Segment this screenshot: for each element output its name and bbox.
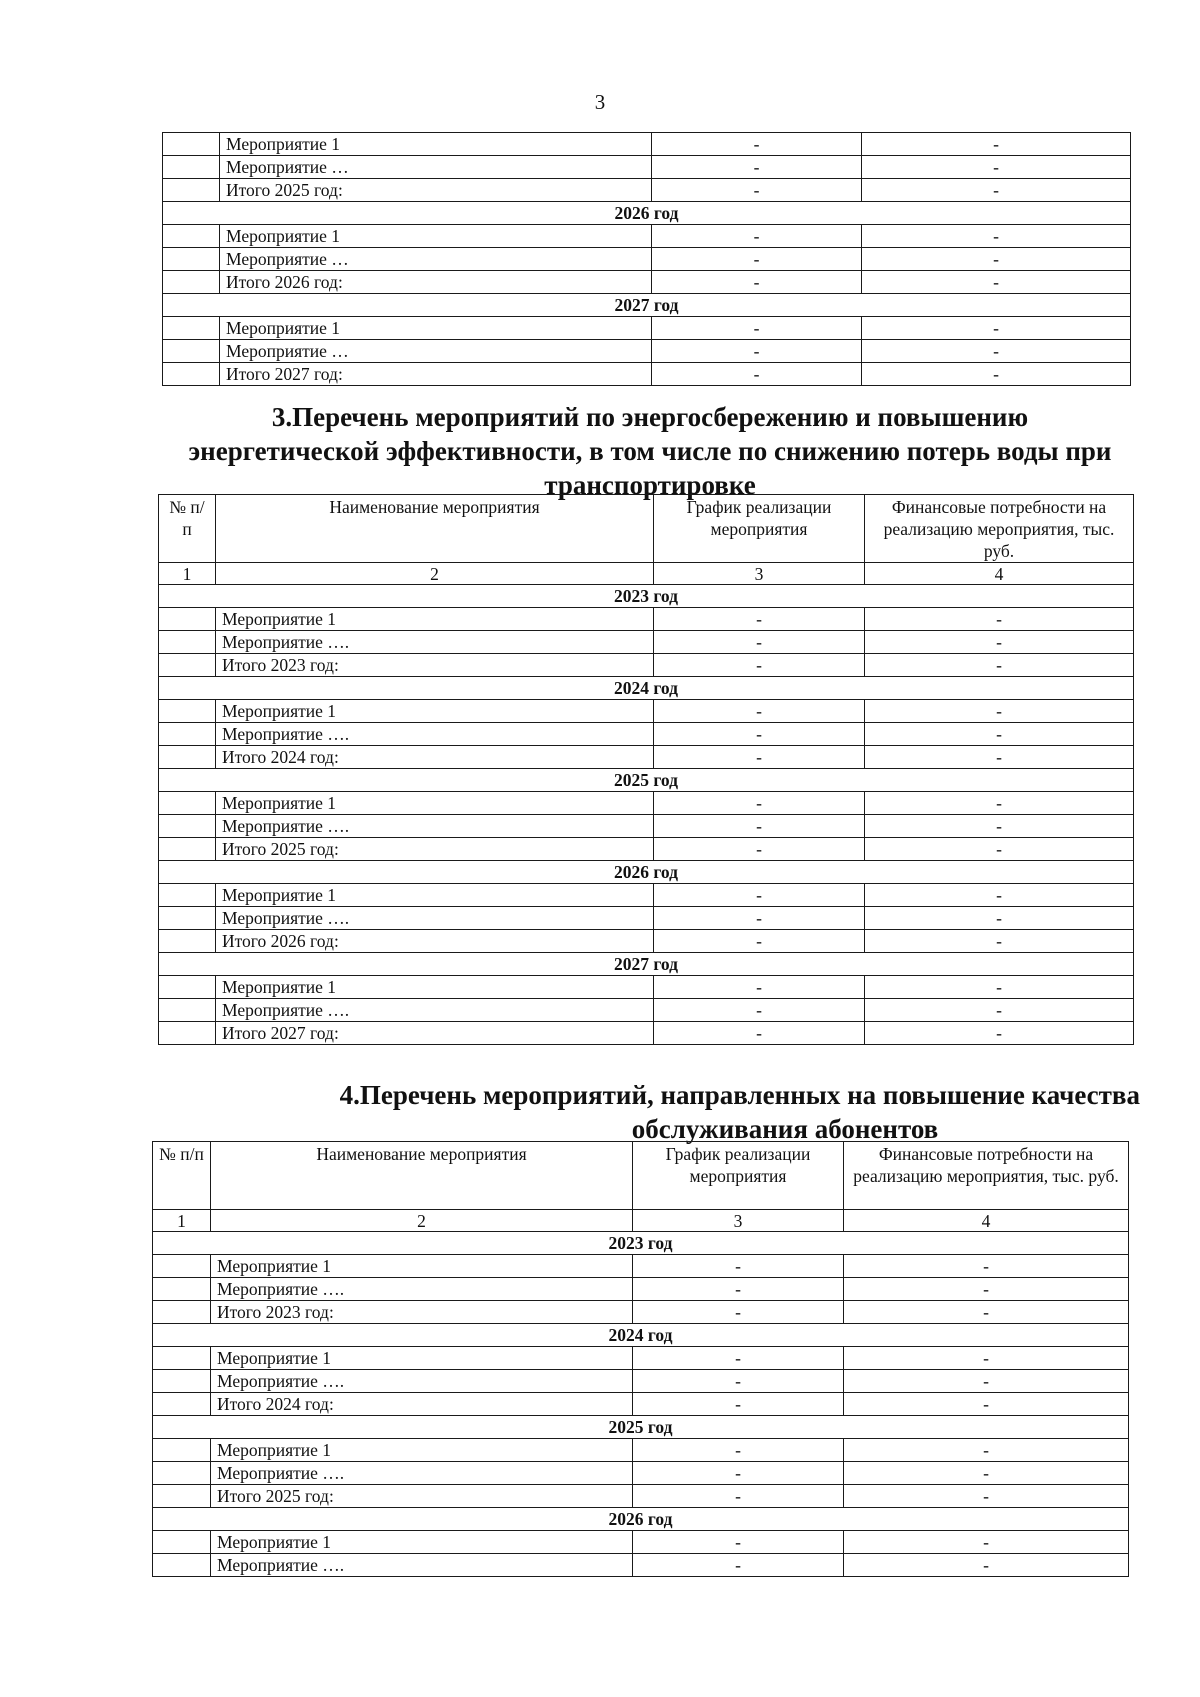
row-number-cell bbox=[153, 1347, 211, 1370]
table-row bbox=[159, 1022, 1134, 1045]
schedule-cell: - bbox=[654, 631, 865, 654]
event-name-cell: Мероприятие 1 bbox=[220, 133, 652, 156]
column-index-row bbox=[159, 563, 1134, 585]
row-number-cell bbox=[159, 631, 216, 654]
section-4-title-line-1: 4.Перечень мероприятий, направленных на повышение качества bbox=[339, 1080, 1140, 1110]
event-name-cell: Мероприятие 1 bbox=[220, 317, 652, 340]
schedule-cell: - bbox=[654, 1022, 865, 1045]
event-name-cell: Итого 2024 год: bbox=[211, 1393, 633, 1416]
row-number-cell bbox=[159, 746, 216, 769]
finance-cell: - bbox=[862, 179, 1131, 202]
event-name-cell: Мероприятие …. bbox=[216, 723, 654, 746]
finance-cell: - bbox=[844, 1554, 1129, 1577]
column-index: 1 bbox=[159, 563, 216, 585]
header-finance: Финансовые потребности на реализацию мероприятия, тыс. руб. bbox=[865, 495, 1134, 563]
event-name-cell: Итого 2026 год: bbox=[220, 271, 652, 294]
finance-cell: - bbox=[865, 631, 1134, 654]
table-row bbox=[153, 1485, 1129, 1508]
table-row bbox=[159, 815, 1134, 838]
table-row bbox=[159, 608, 1134, 631]
table-body bbox=[159, 585, 1134, 1045]
header-name: Наименование мероприятия bbox=[216, 495, 654, 563]
schedule-cell: - bbox=[633, 1554, 844, 1577]
schedule-cell: - bbox=[633, 1255, 844, 1278]
row-number-cell bbox=[159, 654, 216, 677]
table-row bbox=[159, 723, 1134, 746]
finance-cell: - bbox=[862, 248, 1131, 271]
page-number: 3 bbox=[594, 90, 606, 114]
finance-cell: - bbox=[865, 723, 1134, 746]
row-number-cell bbox=[163, 156, 220, 179]
year-heading: 2024 год bbox=[159, 677, 1134, 700]
finance-cell: - bbox=[844, 1347, 1129, 1370]
row-number-cell bbox=[153, 1255, 211, 1278]
row-number-cell bbox=[163, 317, 220, 340]
event-name-cell: Мероприятие 1 bbox=[220, 225, 652, 248]
schedule-cell: - bbox=[652, 156, 862, 179]
event-name-cell: Итого 2023 год: bbox=[211, 1301, 633, 1324]
table-row bbox=[163, 340, 1131, 363]
schedule-cell: - bbox=[633, 1278, 844, 1301]
finance-cell: - bbox=[844, 1301, 1129, 1324]
table-row bbox=[163, 133, 1131, 156]
schedule-cell: - bbox=[633, 1485, 844, 1508]
header-row bbox=[159, 495, 1134, 563]
schedule-cell: - bbox=[654, 700, 865, 723]
year-row bbox=[159, 677, 1134, 700]
table-header bbox=[159, 495, 1134, 585]
finance-cell: - bbox=[865, 608, 1134, 631]
finance-cell: - bbox=[865, 999, 1134, 1022]
header-schedule: График реализации мероприятия bbox=[654, 495, 865, 563]
table-row bbox=[153, 1554, 1129, 1577]
year-row bbox=[163, 294, 1131, 317]
table-row bbox=[159, 700, 1134, 723]
table-row bbox=[153, 1347, 1129, 1370]
table-row bbox=[159, 907, 1134, 930]
header-num: № п/п bbox=[153, 1142, 211, 1210]
table-row bbox=[159, 654, 1134, 677]
schedule-cell: - bbox=[652, 317, 862, 340]
finance-cell: - bbox=[862, 133, 1131, 156]
row-number-cell bbox=[153, 1393, 211, 1416]
year-row bbox=[153, 1508, 1129, 1531]
event-name-cell: Мероприятие 1 bbox=[216, 884, 654, 907]
column-index: 3 bbox=[633, 1210, 844, 1232]
schedule-cell: - bbox=[633, 1393, 844, 1416]
event-name-cell: Итого 2025 год: bbox=[211, 1485, 633, 1508]
table-row bbox=[153, 1531, 1129, 1554]
year-heading: 2026 год bbox=[159, 861, 1134, 884]
row-number-cell bbox=[163, 340, 220, 363]
table-row bbox=[153, 1255, 1129, 1278]
row-number-cell bbox=[153, 1485, 211, 1508]
finance-cell: - bbox=[844, 1393, 1129, 1416]
finance-cell: - bbox=[865, 746, 1134, 769]
finance-cell: - bbox=[862, 363, 1131, 386]
finance-cell: - bbox=[865, 815, 1134, 838]
table-row bbox=[153, 1439, 1129, 1462]
row-number-cell bbox=[163, 271, 220, 294]
column-index: 2 bbox=[216, 563, 654, 585]
schedule-cell: - bbox=[654, 838, 865, 861]
row-number-cell bbox=[159, 930, 216, 953]
year-heading: 2023 год bbox=[159, 585, 1134, 608]
year-row bbox=[159, 953, 1134, 976]
schedule-cell: - bbox=[633, 1531, 844, 1554]
year-heading: 2027 год bbox=[159, 953, 1134, 976]
row-number-cell bbox=[159, 976, 216, 999]
column-index: 4 bbox=[844, 1210, 1129, 1232]
schedule-cell: - bbox=[654, 792, 865, 815]
finance-cell: - bbox=[865, 700, 1134, 723]
finance-cell: - bbox=[865, 792, 1134, 815]
event-name-cell: Мероприятие …. bbox=[211, 1370, 633, 1393]
year-heading: 2023 год bbox=[153, 1232, 1129, 1255]
schedule-cell: - bbox=[652, 225, 862, 248]
table-row bbox=[163, 225, 1131, 248]
finance-cell: - bbox=[865, 654, 1134, 677]
schedule-cell: - bbox=[654, 746, 865, 769]
row-number-cell bbox=[153, 1301, 211, 1324]
event-name-cell: Итого 2025 год: bbox=[220, 179, 652, 202]
row-number-cell bbox=[153, 1439, 211, 1462]
table-row bbox=[159, 631, 1134, 654]
finance-cell: - bbox=[865, 1022, 1134, 1045]
row-number-cell bbox=[159, 815, 216, 838]
schedule-cell: - bbox=[654, 999, 865, 1022]
header-name: Наименование мероприятия bbox=[211, 1142, 633, 1210]
column-index: 4 bbox=[865, 563, 1134, 585]
row-number-cell bbox=[163, 133, 220, 156]
year-heading: 2025 год bbox=[153, 1416, 1129, 1439]
event-name-cell: Итого 2026 год: bbox=[216, 930, 654, 953]
event-name-cell: Мероприятие … bbox=[220, 340, 652, 363]
table-row bbox=[163, 363, 1131, 386]
event-name-cell: Мероприятие 1 bbox=[211, 1439, 633, 1462]
table-row bbox=[153, 1462, 1129, 1485]
schedule-cell: - bbox=[652, 248, 862, 271]
row-number-cell bbox=[159, 999, 216, 1022]
table-row bbox=[163, 271, 1131, 294]
finance-cell: - bbox=[865, 884, 1134, 907]
column-index: 3 bbox=[654, 563, 865, 585]
table-row bbox=[159, 884, 1134, 907]
finance-cell: - bbox=[844, 1485, 1129, 1508]
year-row bbox=[159, 769, 1134, 792]
table-row bbox=[159, 930, 1134, 953]
section-3-title-line-1: 3.Перечень мероприятий по энергосбережению и повышению bbox=[271, 402, 1029, 432]
column-index: 1 bbox=[153, 1210, 211, 1232]
year-heading: 2027 год bbox=[163, 294, 1131, 317]
finance-cell: - bbox=[844, 1255, 1129, 1278]
header-finance: Финансовые потребности на реализацию мероприятия, тыс. руб. bbox=[844, 1142, 1129, 1210]
finance-cell: - bbox=[862, 340, 1131, 363]
schedule-cell: - bbox=[652, 179, 862, 202]
event-name-cell: Мероприятие … bbox=[220, 156, 652, 179]
section-3-title bbox=[165, 400, 1135, 502]
event-name-cell: Итого 2027 год: bbox=[220, 363, 652, 386]
event-name-cell: Итого 2025 год: bbox=[216, 838, 654, 861]
year-row bbox=[153, 1324, 1129, 1347]
schedule-cell: - bbox=[654, 723, 865, 746]
column-index: 2 bbox=[211, 1210, 633, 1232]
schedule-cell: - bbox=[633, 1462, 844, 1485]
table-header bbox=[153, 1142, 1129, 1232]
finance-cell: - bbox=[844, 1278, 1129, 1301]
year-row bbox=[159, 585, 1134, 608]
finance-cell: - bbox=[844, 1439, 1129, 1462]
table-row bbox=[163, 248, 1131, 271]
row-number-cell bbox=[159, 608, 216, 631]
finance-cell: - bbox=[862, 225, 1131, 248]
schedule-cell: - bbox=[654, 930, 865, 953]
table-row bbox=[159, 792, 1134, 815]
finance-cell: - bbox=[844, 1531, 1129, 1554]
table-row bbox=[153, 1301, 1129, 1324]
event-name-cell: Мероприятие …. bbox=[216, 907, 654, 930]
row-number-cell bbox=[159, 907, 216, 930]
section-4-table bbox=[152, 1141, 1129, 1577]
header-num: № п/п bbox=[159, 495, 216, 563]
row-number-cell bbox=[153, 1462, 211, 1485]
table-row bbox=[163, 317, 1131, 340]
year-heading: 2026 год bbox=[153, 1508, 1129, 1531]
row-number-cell bbox=[159, 792, 216, 815]
row-number-cell bbox=[153, 1531, 211, 1554]
finance-cell: - bbox=[865, 976, 1134, 999]
year-heading: 2025 год bbox=[159, 769, 1134, 792]
schedule-cell: - bbox=[652, 363, 862, 386]
schedule-cell: - bbox=[633, 1370, 844, 1393]
schedule-cell: - bbox=[652, 340, 862, 363]
year-row bbox=[159, 861, 1134, 884]
table-body bbox=[153, 1232, 1129, 1577]
table-row bbox=[163, 179, 1131, 202]
event-name-cell: Мероприятие 1 bbox=[216, 608, 654, 631]
schedule-cell: - bbox=[654, 654, 865, 677]
header-row bbox=[153, 1142, 1129, 1210]
table-row bbox=[153, 1393, 1129, 1416]
table-row bbox=[159, 999, 1134, 1022]
finance-cell: - bbox=[862, 156, 1131, 179]
row-number-cell bbox=[163, 363, 220, 386]
schedule-cell: - bbox=[654, 976, 865, 999]
row-number-cell bbox=[153, 1554, 211, 1577]
event-name-cell: Мероприятие 1 bbox=[211, 1531, 633, 1554]
finance-cell: - bbox=[865, 930, 1134, 953]
row-number-cell bbox=[153, 1370, 211, 1393]
event-name-cell: Мероприятие …. bbox=[211, 1554, 633, 1577]
row-number-cell bbox=[153, 1278, 211, 1301]
table-row bbox=[153, 1278, 1129, 1301]
schedule-cell: - bbox=[652, 133, 862, 156]
row-number-cell bbox=[163, 179, 220, 202]
section-3-title-line-3: транспортировке bbox=[544, 470, 756, 500]
schedule-cell: - bbox=[633, 1301, 844, 1324]
row-number-cell bbox=[163, 225, 220, 248]
continuation-table bbox=[162, 132, 1131, 386]
event-name-cell: Мероприятие 1 bbox=[216, 700, 654, 723]
event-name-cell: Мероприятие …. bbox=[216, 631, 654, 654]
finance-cell: - bbox=[862, 271, 1131, 294]
event-name-cell: Итого 2023 год: bbox=[216, 654, 654, 677]
year-row bbox=[163, 202, 1131, 225]
finance-cell: - bbox=[865, 907, 1134, 930]
schedule-cell: - bbox=[654, 907, 865, 930]
table-row bbox=[153, 1370, 1129, 1393]
event-name-cell: Мероприятие 1 bbox=[216, 976, 654, 999]
year-row bbox=[153, 1232, 1129, 1255]
header-schedule: График реализации мероприятия bbox=[633, 1142, 844, 1210]
schedule-cell: - bbox=[654, 608, 865, 631]
row-number-cell bbox=[159, 1022, 216, 1045]
event-name-cell: Мероприятие 1 bbox=[216, 792, 654, 815]
row-number-cell bbox=[163, 248, 220, 271]
year-row bbox=[153, 1416, 1129, 1439]
event-name-cell: Итого 2027 год: bbox=[216, 1022, 654, 1045]
section-3-table bbox=[158, 494, 1134, 1045]
schedule-cell: - bbox=[633, 1439, 844, 1462]
schedule-cell: - bbox=[654, 815, 865, 838]
section-3-title-line-2: энергетической эффективности, в том числе по снижению потерь воды при bbox=[188, 436, 1112, 466]
schedule-cell: - bbox=[652, 271, 862, 294]
year-heading: 2024 год bbox=[153, 1324, 1129, 1347]
finance-cell: - bbox=[844, 1370, 1129, 1393]
section-4-title bbox=[270, 1078, 1140, 1146]
table-row bbox=[159, 838, 1134, 861]
table-body bbox=[163, 133, 1131, 386]
column-index-row bbox=[153, 1210, 1129, 1232]
event-name-cell: Мероприятие …. bbox=[216, 815, 654, 838]
finance-cell: - bbox=[844, 1462, 1129, 1485]
finance-cell: - bbox=[865, 838, 1134, 861]
table-row bbox=[159, 746, 1134, 769]
table-row bbox=[163, 156, 1131, 179]
row-number-cell bbox=[159, 838, 216, 861]
event-name-cell: Мероприятие 1 bbox=[211, 1347, 633, 1370]
event-name-cell: Мероприятие …. bbox=[211, 1278, 633, 1301]
row-number-cell bbox=[159, 723, 216, 746]
section-4-title-line-2: обслуживания абонентов bbox=[631, 1114, 939, 1144]
row-number-cell bbox=[159, 700, 216, 723]
schedule-cell: - bbox=[633, 1347, 844, 1370]
schedule-cell: - bbox=[654, 884, 865, 907]
event-name-cell: Итого 2024 год: bbox=[216, 746, 654, 769]
finance-cell: - bbox=[862, 317, 1131, 340]
table-row bbox=[159, 976, 1134, 999]
event-name-cell: Мероприятие …. bbox=[211, 1462, 633, 1485]
event-name-cell: Мероприятие …. bbox=[216, 999, 654, 1022]
row-number-cell bbox=[159, 884, 216, 907]
event-name-cell: Мероприятие 1 bbox=[211, 1255, 633, 1278]
year-heading: 2026 год bbox=[163, 202, 1131, 225]
event-name-cell: Мероприятие … bbox=[220, 248, 652, 271]
